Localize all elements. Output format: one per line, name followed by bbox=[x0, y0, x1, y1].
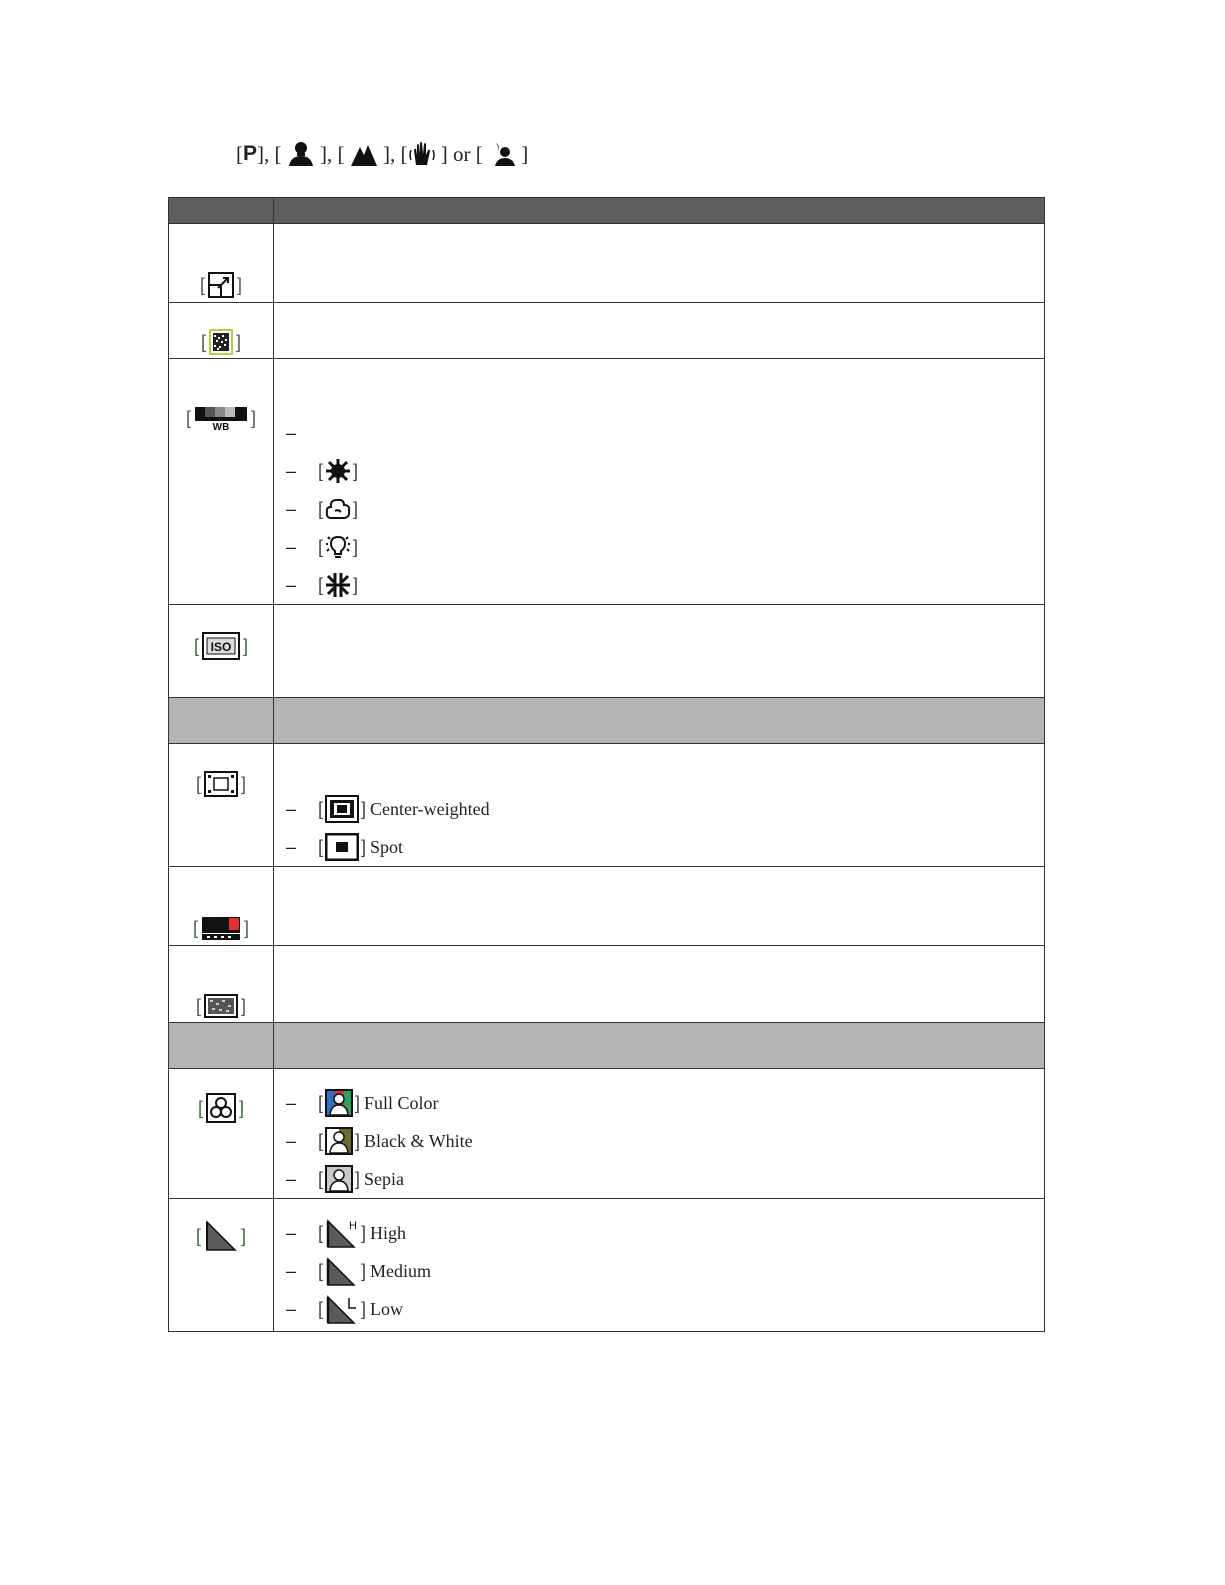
table-row: [ ] – [ ] Full Color – [ ] Black & White – [ ] Sepia bbox=[169, 1069, 1045, 1199]
fluorescent-icon bbox=[325, 572, 351, 598]
list-item: – [ H ] High bbox=[286, 1214, 1044, 1252]
table-row: [ ] bbox=[169, 946, 1045, 1023]
night-portrait-icon bbox=[488, 141, 516, 167]
sharpness-icon bbox=[204, 1219, 238, 1253]
table-header-row bbox=[169, 198, 1045, 224]
table-row: [ ] bbox=[169, 224, 1045, 303]
list-item: – [ ] Low bbox=[286, 1290, 1044, 1328]
daylight-icon bbox=[325, 458, 351, 484]
zoom-icon bbox=[201, 915, 241, 941]
white-balance-options bbox=[274, 414, 1044, 604]
table-row: [ ] – [ ] Center-weighted – [ ] Spot bbox=[169, 744, 1045, 867]
spot-icon bbox=[325, 833, 359, 861]
table-row: [ WB ] – – [ ] – [ ] – [ ] – [ ] bbox=[169, 359, 1045, 605]
svg-text:WB: WB bbox=[212, 422, 230, 431]
portrait-icon bbox=[287, 141, 315, 167]
tungsten-icon bbox=[325, 534, 351, 560]
section-row bbox=[169, 1023, 1045, 1069]
list-item: – [ ] bbox=[286, 566, 1044, 604]
mode-list: [ P ], [ ], [ ], [ ] or [ ] bbox=[236, 141, 529, 166]
table-row: [ ] bbox=[169, 303, 1045, 359]
full-color-icon bbox=[325, 1089, 353, 1117]
list-item: – [ ] Medium bbox=[286, 1252, 1044, 1290]
list-item: – bbox=[286, 422, 297, 443]
anti-shake-icon bbox=[408, 141, 436, 167]
landscape-icon bbox=[350, 141, 378, 167]
table-header-icon-col bbox=[169, 198, 274, 224]
svg-text:H: H bbox=[349, 1220, 357, 1232]
metering-icon bbox=[204, 771, 238, 797]
exposure-compensation-icon bbox=[208, 272, 234, 298]
sharpness-high-icon bbox=[325, 1218, 359, 1248]
iso-icon bbox=[202, 632, 240, 660]
sharpness-low-icon bbox=[325, 1294, 359, 1324]
center-weighted-icon bbox=[325, 795, 359, 823]
white-balance-icon bbox=[194, 405, 248, 431]
table-row: [ ] – [ H ] High – [ ] Medium – [ ] Low bbox=[169, 1199, 1045, 1332]
sharpness-medium-icon bbox=[325, 1256, 359, 1286]
list-item: – [ ] Spot bbox=[286, 828, 1044, 866]
image-size-icon bbox=[209, 329, 233, 355]
cloudy-icon bbox=[325, 496, 351, 522]
sepia-icon bbox=[325, 1165, 353, 1193]
table-row: [ ] bbox=[169, 867, 1045, 946]
list-item: – [ ] Full Color bbox=[286, 1084, 1044, 1122]
conjunction-text: or bbox=[453, 141, 471, 166]
list-item: – [ ] Black & White bbox=[286, 1122, 1044, 1160]
svg-text:ISO: ISO bbox=[210, 640, 232, 654]
color-mode-icon bbox=[206, 1093, 236, 1123]
list-item: – [ ] Sepia bbox=[286, 1160, 1044, 1198]
section-row bbox=[169, 698, 1045, 744]
settings-table bbox=[168, 197, 1045, 1332]
list-item: – [ ] bbox=[286, 528, 1044, 566]
metering-options bbox=[274, 790, 1044, 866]
sharpness-options bbox=[274, 1214, 1044, 1328]
black-white-icon bbox=[325, 1127, 353, 1155]
table-header-desc-col bbox=[274, 198, 1045, 224]
program-mode-label: P bbox=[243, 142, 258, 165]
quality-icon bbox=[204, 994, 238, 1018]
list-item: – [ ] bbox=[286, 452, 1044, 490]
list-item: – [ ] Center-weighted bbox=[286, 790, 1044, 828]
table-row: [ ISO ] bbox=[169, 605, 1045, 698]
color-mode-options bbox=[274, 1084, 1044, 1198]
list-item: – [ ] bbox=[286, 490, 1044, 528]
